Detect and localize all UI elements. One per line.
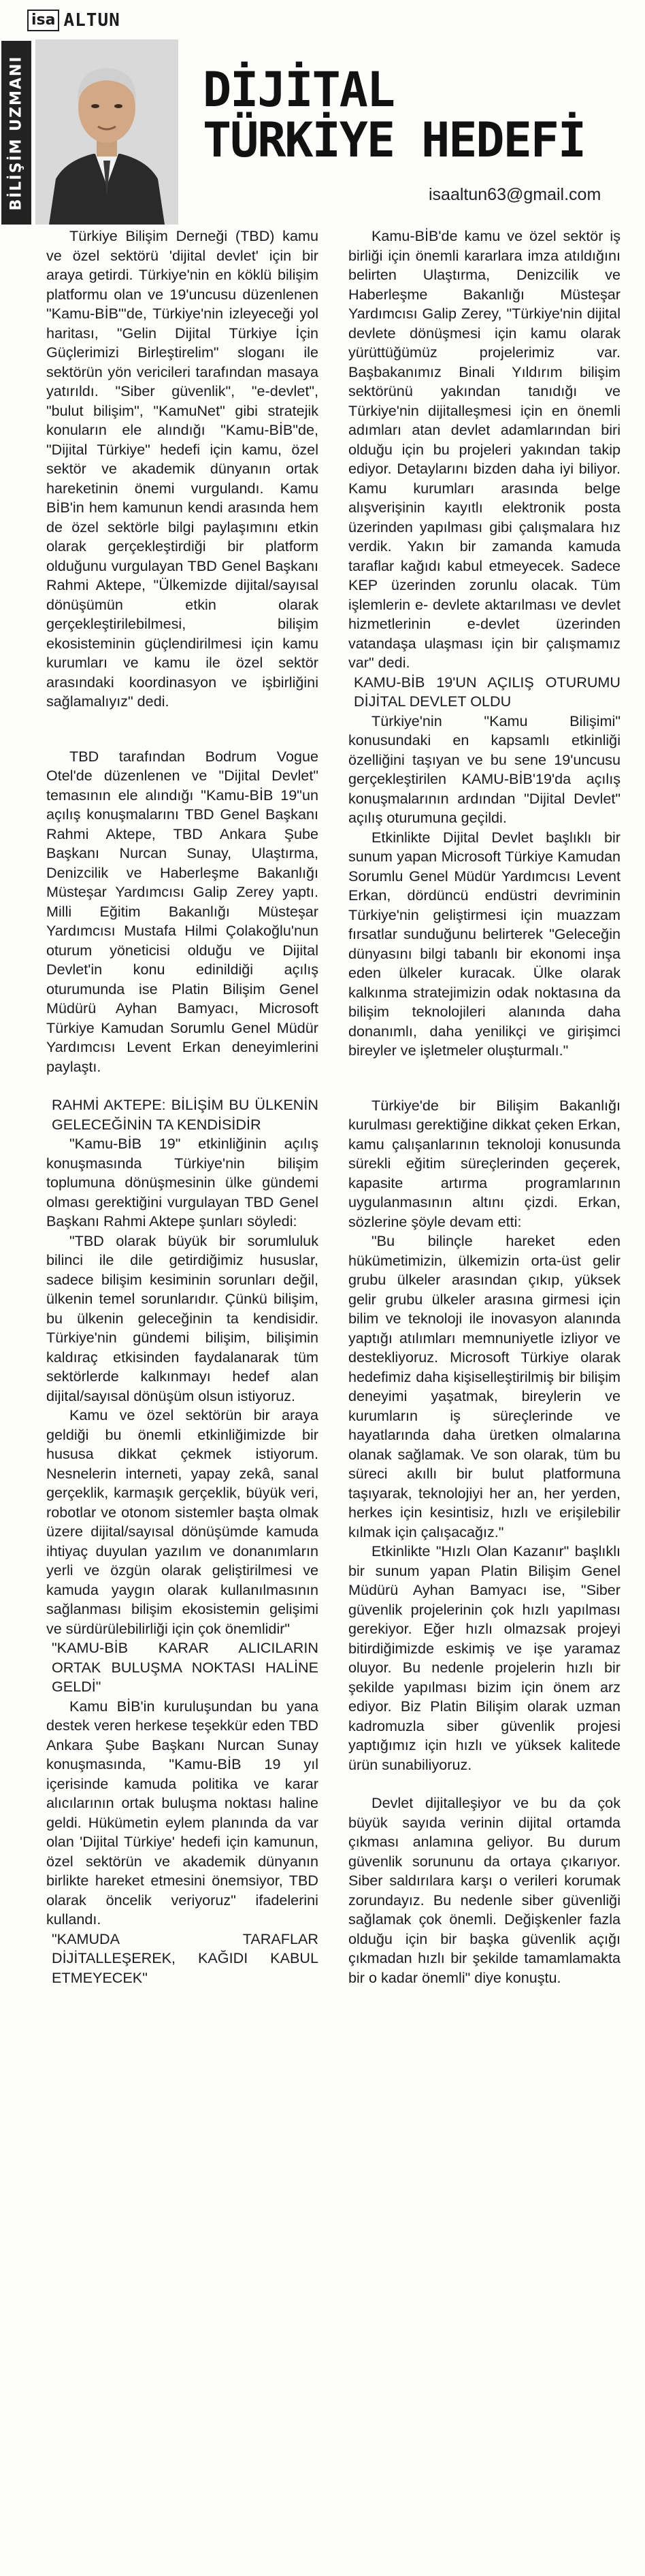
article-headline: [203, 62, 625, 168]
author-portrait-icon: [35, 39, 178, 225]
paragraph-spacer: [46, 1076, 318, 1095]
article-subheading: KAMU-BİB 19'UN AÇILIŞ OTURUMU DİJİTAL DEVLET OLDU: [354, 673, 621, 710]
paragraph-spacer: [348, 1774, 621, 1794]
article-paragraph: Türkiye'de bir Bilişim Bakanlığı kurulması gerektiğine dikkat çeken Erkan, kamu çalışanlarının teknoloji konusunda sürekli eğitim süreçlerinden geçerek, kapasite artırma programlarının uygulanmasının altını çizdi. Erkan, sözlerine şöyle devam etti:: [348, 1096, 621, 1230]
article-paragraph: Kamu ve özel sektörün bir araya geldiği bu önemli etkinliğimizde bir hususa dikkat çekmek istiyorum. Nesnelerin interneti, yapay zekâ, sanal gerçeklik, karmaşık gerçeklik, büyük veri, robotlar ve otonom sistemler başta olmak üzere dijital/sayısal dönüşümde kamuda ihtiyaç duyulan yazılım ve donanımların yerli ve özgün olarak geliştirilmesi ve kamuda yaygın olarak kullanılmasının sağlanması bilişim ekosistemin gelişimi ve sürdürülebilirliği için çok önemlidir": [46, 1406, 318, 1637]
article-subheading: "KAMUDA TARAFLAR DİJİTALLEŞEREK, KAĞIDI KABUL ETMEYECEK": [52, 1930, 318, 1986]
article-paragraph: Kamu BİB'in kuruluşundan bu yana destek veren herkese teşekkür eden TBD Ankara Şube Başkanı Nurcan Sunay konuşmasında, "Kamu-BİB 19 yıl içerisinde kamuda politika ve karar alıcılarının ortak buluşma noktası haline geldi. Hükümetin eylem planında da var olan 'Dijital Türkiye' hedefi için kamunun, özel sektörün ve akademik dünyanın birlikte hareket etmesini önemsiyor, TBD olarak öncelik veriyoruz" ifadelerini kullandı.: [46, 1697, 318, 1928]
section-label-text: BİLİŞİM UZMANI: [7, 54, 25, 211]
article-paragraph: "Bu bilinçle hareket eden hükümetimizin, ülkemizin orta-üst gelir grubu ülkeler arasından çıkıp, yüksek gelir grubu ülkeler arasına girmesi için bilim ve teknoloji ile inovasyon alanında yaptığı atılımları memnuniyetle izliyor ve destekliyoruz. Microsoft Türkiye olarak hedefimiz daha kişiselleştirilmiş bir bilişim deneyimi yaşatmak, bireylerin ve kurumların iş süreçlerinde ve hayatlarında daha üretken olmalarına olanak sağlamak. Ve son olarak, tüm bu süreci akıllı bir bulut platformuna taşıyarak, teknolojiyi her an, her yerden, herkes için kesintisiz, hızlı ve erişilebilir kılmak için çalışacağız.": [348, 1232, 621, 1540]
article-paragraph: Etkinlikte "Hızlı Olan Kazanır" başlıklı bir sunum yapan Platin Bilişim Genel Müdürü Ayhan Bamyacı ise, "Siber güvenlik projelerinin çok hızlı yapılması gerekiyor. Eğer hızlı olmazsak projeyi bitirdiğimizde eskimiş ve işe yaramaz oluyor. Bu nedenle projelerin hızlı bir şekilde yapılması bizim için önem arz ediyor. Biz Platin Bilişim olarak uzman kadromuzla siber güvenlik projesi yaptığımız için hızlı ve yüksek kalitede ürün sunabiliyoruz.: [348, 1542, 621, 1773]
paragraph-spacer: [348, 1061, 621, 1096]
article-column-left: [46, 227, 318, 1987]
article-paragraph: "Kamu-BİB 19" etkinliğinin açılış konuşmasında Türkiye'nin bilişim toplumuna dönüşmesinin ülke gündemi olması gerektiğini vurgulayan TBD Genel Başkanı Rahmi Aktepe şunları söyledi:: [46, 1135, 318, 1229]
author-photo: [35, 39, 178, 225]
author-email: isaaltun63@gmail.com: [429, 185, 601, 204]
article-subheading: "KAMU-BİB KARAR ALICILARIN ORTAK BULUŞMA NOKTASI HALİNE GELDİ": [52, 1639, 318, 1695]
article-paragraph: Türkiye Bilişim Derneği (TBD) kamu ve özel sektörü 'dijital devlet' için bir araya getirdi. Türkiye'nin en köklü bilişim platformu olan ve 19'uncusu düzenlenen "Kamu-BİB"'de, Türkiye'nin izleyeceği yol haritası, "Gelin Dijital Türkiye İçin Güçlerimizi Birleştirelim" sloganı ile sektörün yön vericileri tarafından masaya yatırıldı. "Siber güvenlik", "e-devlet", "bulut bilişim", "KamuNet" gibi stratejik konuların ele alındığı "Kamu-BİB"de, "Dijital Türkiye" hedefi için kamu, özel sektör ve akademik dünyanın ortak hareketinin önemi vurgulandı. Kamu BİB'in hem kamunun kendi arasında hem de özel sektörle bilgi paylaşımını etkin olarak gerçekleştirdiği bir platform olduğunu vurgulayan TBD Genel Başkanı Rahmi Aktepe, "Ülkemizde dijital/sayısal dönüşümün etkin olarak gerçekleştirilebilmesi, bilişim ekosisteminin güçlendirilmesi için kamu kurumları ve kamu ile özel sektör arasındaki koordinasyon ve işbirliğini sağlamalıyız" dedi.: [46, 227, 318, 710]
headline-line-1: DİJİTAL: [203, 62, 395, 118]
article-paragraph: Etkinlikte Dijital Devlet başlıklı bir sunum yapan Microsoft Türkiye Kamudan Sorumlu Genel Müdür Yardımcısı Levent Erkan, dördüncü endüstri devriminin Türkiye'nin geliştirmesi için muazzam fırsatlar sunduğunu belirterek "Geleceğin dünyasını bilgi tabanlı bir ekonomi inşa eden ülkeler kuracak. Ülke olarak kalkınma stratejimizin odak noktasına da bilişim teknolojileri alanında daha donanımlı, daha yenilikçi ve girişimci bireyler ve işletmeler oluşturmalı.": [348, 828, 621, 1059]
section-label: [1, 41, 31, 225]
article-paragraph: "TBD olarak büyük bir sorumluluk bilinci ile dile getirdiğimiz hususlar, sadece bilişim kesiminin sorunları değil, ülkenin temel sorunlarıdır. Çünkü bilişim, bu ülkenin geleceğinin ta kendisidir. Türkiye'nin gündemi bilişim, bilişimin kaldıraç etkisinden faydalanarak tüm sektörlerde kalkınmayı hedef alan dijital/sayısal dönüşüm olsun istiyoruz.: [46, 1232, 318, 1404]
article-paragraph: Türkiye'nin "Kamu Bilişimi" konusundaki en kapsamlı etkinliği özelliğini taşıyan ve bu sene 19'uncusu gerçekleştirilen KAMU-BİB'19'da açılış konuşmalarının ardından "Dijital Devlet" açılış oturumuna geçildi.: [348, 712, 621, 826]
article-subheading: RAHMİ AKTEPE: BİLİŞİM BU ÜLKENİN GELECEĞİNİN TA KENDİSİDİR: [52, 1096, 318, 1133]
headline-line-2: TÜRKİYE HEDEFİ: [203, 112, 586, 168]
article-column-right: [348, 227, 621, 1987]
paragraph-spacer: [46, 712, 318, 747]
author-surname: ALTUN: [63, 10, 120, 31]
author-badge: isa: [27, 10, 59, 31]
article-paragraph: Kamu-BİB'de kamu ve özel sektör iş birliği için önemli kararlara imza atıldığını belirten Ulaştırma, Denizcilik ve Haberleşme Bakanlığı Müsteşar Yardımcısı Galip Zerey, "Türkiye'nin dijital devlete dönüşmesi için kamu olarak yürüttüğümüz projelerimiz var. Başbakanımız Binali Yıldırım bilişim sektörünü yakından tanıdığı ve Türkiye'nin dijitalleşmesi için en önemli adımları atan devlet adamlarından biri olduğu için bu projeleri yakından takip ediyor. Detaylarını bizden daha iyi biliyor. Kamu kurumları arasında belge alışverişinin kayıtlı elektronik posta üzerinden yapılması gibi çalışmalara hız verdik. Yakın bir zamanda kamuda taraflar kağıdı kabul etmeyecek. Sadece KEP üzerinden zorunlu olacak. Tüm işlemlerin e- devlete aktarılması ve devlet hizmetlerinin e-devlet üzerinden vatandaşa ulaşması için bir çalışmamız var" dedi.: [348, 227, 621, 671]
article-paragraph: Devlet dijitalleşiyor ve bu da çok büyük sayıda verinin dijital ortamda çıkması anlamına geliyor. Bu durum güvenlik sorununu da ortaya çıkarıyor. Siber saldırılara karşı o verileri korumak zorundayız. Bu nedenle siber güvenliği sağlamak çok önemli. Değişkenler fazla olduğu için bir başka güvenlik açığı çıkmadan hızlı bir şekilde tamamlamakta bir o kadar önemli" diye konuştu.: [348, 1794, 621, 1986]
article-paragraph: TBD tarafından Bodrum Vogue Otel'de düzenlenen ve "Dijital Devlet" temasının ele alındığı "Kamu-BİB 19"un açılış konuşmalarını TBD Genel Başkanı Rahmi Aktepe, TBD Ankara Şube Başkanı Nurcan Sunay, Ulaştırma, Denizcilik ve Haberleşme Bakanlığı Müsteşar Yardımcısı Galip Zerey yaptı. Milli Eğitim Bakanlığı Müsteşar Yardımcısı Mustafa Hilmi Çolakoğlu'nun oturum yöneticisi olduğu ve Dijital Devlet'in konu edinildiği açılış oturumunda ise Platin Bilişim Genel Müdürü Ayhan Bamyacı, Microsoft Türkiye Kamudan Sorumlu Genel Müdür Yardımcısı Levent Erkan deneyimlerini paylaştı.: [46, 747, 318, 1075]
author-header: [27, 7, 120, 34]
